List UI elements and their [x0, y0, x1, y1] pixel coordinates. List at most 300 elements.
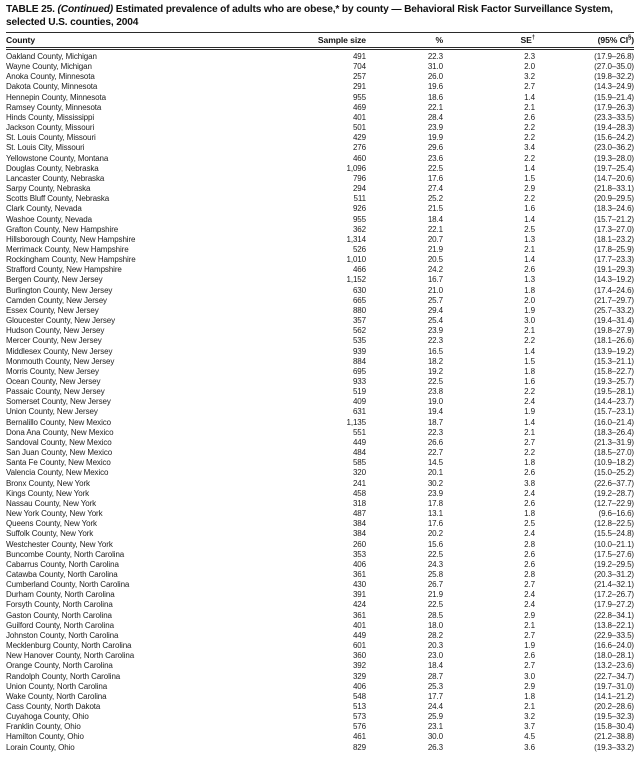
county-cell: Hillsborough County, New Hampshire: [6, 234, 136, 244]
table-row: [6, 275, 634, 285]
percent-cell: 18.4: [427, 214, 443, 224]
se-cell: 2.2: [524, 153, 535, 163]
county-cell: Wayne County, Michigan: [6, 62, 92, 72]
ci-cell: (19.8–32.2): [594, 72, 634, 82]
county-cell: Dakota County, Minnesota: [6, 82, 98, 92]
table-row: [6, 458, 634, 468]
percent-cell: 29.6: [427, 143, 443, 153]
ci-cell: (13.8–22.1): [594, 620, 634, 630]
se-cell: 1.4: [524, 214, 535, 224]
sample-size-cell: 401: [352, 112, 366, 122]
percent-cell: 23.9: [427, 488, 443, 498]
county-cell: Jackson County, Missouri: [6, 123, 95, 133]
table-row: [6, 570, 634, 580]
percent-cell: 18.6: [427, 92, 443, 102]
table-row: [6, 540, 634, 550]
se-cell: 1.8: [524, 691, 535, 701]
ci-cell: (16.0–21.4): [594, 417, 634, 427]
table-row: [6, 265, 634, 275]
table-row: [6, 529, 634, 539]
ci-cell: (17.9–26.8): [594, 52, 634, 61]
ci-cell: (14.3–24.9): [594, 82, 634, 92]
sample-size-cell: 401: [352, 620, 366, 630]
sample-size-cell: 353: [352, 549, 366, 559]
percent-cell: 26.7: [427, 580, 443, 590]
table-row: [6, 489, 634, 499]
percent-cell: 28.5: [427, 610, 443, 620]
sample-size-cell: 829: [352, 742, 366, 752]
percent-cell: 26.6: [427, 437, 443, 447]
ci-cell: (15.9–21.4): [594, 92, 634, 102]
ci-cell: (9.6–16.6): [598, 509, 634, 519]
sample-size-cell: 384: [352, 519, 366, 529]
ci-cell: (20.2–28.6): [594, 702, 634, 711]
table-row: [6, 113, 634, 123]
table-row: [6, 123, 634, 133]
percent-cell: 18.4: [427, 661, 443, 671]
ci-cell: (14.1–21.2): [594, 691, 634, 701]
ci-cell: (15.3–21.1): [594, 356, 634, 366]
county-cell: Gaston County, North Carolina: [6, 610, 112, 620]
percent-cell: 23.0: [427, 651, 443, 661]
ci-cell: (13.2–23.6): [594, 661, 634, 671]
county-cell: Hamilton County, Ohio: [6, 732, 84, 742]
county-cell: Douglas County, Nebraska: [6, 163, 99, 173]
sample-size-cell: 1,135: [346, 417, 366, 427]
se-cell: 2.5: [524, 224, 535, 234]
table-row: [6, 611, 634, 621]
sample-size-cell: 458: [352, 488, 366, 498]
county-cell: Cass County, North Dakota: [6, 702, 101, 711]
table-row: [6, 316, 634, 326]
ci-cell: (21.2–38.8): [594, 732, 634, 742]
sample-size-cell: 361: [352, 610, 366, 620]
prevalence-table: [6, 32, 634, 753]
table-row: [6, 286, 634, 296]
county-cell: Santa Fe County, New Mexico: [6, 458, 111, 468]
se-cell: 2.2: [524, 448, 535, 458]
sample-size-cell: 449: [352, 437, 366, 447]
percent-cell: 22.7: [427, 448, 443, 458]
percent-cell: 22.5: [427, 377, 443, 386]
sample-size-cell: 491: [352, 52, 366, 61]
sample-size-cell: 409: [352, 397, 366, 407]
county-cell: Union County, New Jersey: [6, 407, 98, 417]
percent-cell: 23.9: [427, 123, 443, 133]
county-cell: Gloucester County, New Jersey: [6, 316, 115, 326]
se-cell: 3.6: [524, 742, 535, 752]
se-cell: 1.9: [524, 407, 535, 417]
table-row: [6, 692, 634, 702]
ci-cell: (21.4–32.1): [594, 580, 634, 590]
ci-cell: (17.4–24.6): [594, 285, 634, 295]
col-header-percent: %: [435, 35, 443, 45]
sample-size-cell: 630: [352, 285, 366, 295]
se-cell: 3.2: [524, 72, 535, 82]
county-cell: Sarpy County, Nebraska: [6, 184, 91, 194]
table-row: [6, 580, 634, 590]
table-row: [6, 306, 634, 316]
table-row: [6, 672, 634, 682]
table-row: [6, 407, 634, 417]
table-row: [6, 255, 634, 265]
county-cell: Cabarrus County, North Carolina: [6, 559, 119, 569]
percent-cell: 20.1: [427, 468, 443, 478]
se-cell: 2.6: [524, 559, 535, 569]
se-cell: 1.3: [524, 234, 535, 244]
table-row: [6, 235, 634, 245]
percent-cell: 23.8: [427, 387, 443, 397]
table-row: [6, 296, 634, 306]
ci-cell: (17.9–26.3): [594, 102, 634, 112]
table-row: [6, 621, 634, 631]
county-cell: New Hanover County, North Carolina: [6, 651, 135, 661]
ci-cell: (18.1–26.6): [594, 336, 634, 346]
sample-size-cell: 384: [352, 529, 366, 539]
ci-cell: (19.5–28.1): [594, 387, 634, 397]
ci-cell: (15.7–21.2): [594, 214, 634, 224]
se-cell: 3.0: [524, 671, 535, 681]
sample-size-cell: 429: [352, 133, 366, 143]
percent-cell: 24.3: [427, 559, 443, 569]
county-cell: Cuyahoga County, Ohio: [6, 712, 89, 722]
se-cell: 2.2: [524, 194, 535, 204]
table-row: [6, 509, 634, 519]
ci-cell: (23.3–33.5): [594, 112, 634, 122]
county-cell: Bernalillo County, New Mexico: [6, 417, 111, 427]
ci-cell: (19.2–28.7): [594, 488, 634, 498]
county-cell: Ocean County, New Jersey: [6, 377, 101, 386]
county-cell: St. Louis County, Missouri: [6, 133, 96, 143]
county-cell: Kings County, New York: [6, 488, 90, 498]
sample-size-cell: 535: [352, 336, 366, 346]
sample-size-cell: 551: [352, 427, 366, 437]
se-cell: 2.4: [524, 590, 535, 600]
percent-cell: 24.2: [427, 265, 443, 275]
county-cell: Rockingham County, New Hampshire: [6, 255, 136, 265]
ci-cell: (17.5–27.6): [594, 549, 634, 559]
table-row: [6, 49, 634, 63]
county-cell: Franklin County, Ohio: [6, 722, 81, 732]
sample-size-cell: 926: [352, 204, 366, 214]
sample-size-cell: 1,096: [346, 163, 366, 173]
sample-size-cell: 362: [352, 224, 366, 234]
se-cell: 2.6: [524, 265, 535, 275]
county-cell: Strafford County, New Hampshire: [6, 265, 122, 275]
se-cell: 2.7: [524, 580, 535, 590]
table-row: [6, 702, 634, 712]
county-cell: Merrimack County, New Hampshire: [6, 244, 129, 254]
ci-cell: (15.7–23.1): [594, 407, 634, 417]
table-row: [6, 438, 634, 448]
county-cell: Mecklenburg County, North Carolina: [6, 641, 132, 651]
percent-cell: 22.1: [427, 102, 443, 112]
table-row: [6, 560, 634, 570]
county-cell: Yellowstone County, Montana: [6, 153, 109, 163]
table-row: [6, 103, 634, 113]
percent-cell: 16.5: [427, 346, 443, 356]
se-cell: 1.3: [524, 275, 535, 285]
se-cell: 2.7: [524, 661, 535, 671]
percent-cell: 22.5: [427, 549, 443, 559]
table-row: [6, 184, 634, 194]
sample-size-cell: 257: [352, 72, 366, 82]
county-cell: Passaic County, New Jersey: [6, 387, 105, 397]
table-row: [6, 215, 634, 225]
county-cell: Ramsey County, Minnesota: [6, 102, 102, 112]
ci-cell: (14.3–19.2): [594, 275, 634, 285]
percent-cell: 25.9: [427, 712, 443, 722]
county-cell: Forsyth County, North Carolina: [6, 600, 113, 610]
ci-cell: (15.5–24.8): [594, 529, 634, 539]
table-body: [6, 49, 634, 753]
percent-cell: 21.0: [427, 285, 443, 295]
se-cell: 2.1: [524, 102, 535, 112]
se-cell: 3.2: [524, 712, 535, 722]
table-row: [6, 682, 634, 692]
se-cell: 2.7: [524, 437, 535, 447]
table-row: [6, 631, 634, 641]
ci-cell: (10.0–21.1): [594, 539, 634, 549]
percent-cell: 19.6: [427, 82, 443, 92]
table-row: [6, 62, 634, 72]
table-row: [6, 347, 634, 357]
se-cell: 2.2: [524, 133, 535, 143]
se-cell: 1.8: [524, 509, 535, 519]
table-row: [6, 326, 634, 336]
table-row: [6, 743, 634, 753]
table-row: [6, 336, 634, 346]
se-cell: 1.8: [524, 285, 535, 295]
ci-cell: (21.8–33.1): [594, 184, 634, 194]
percent-cell: 21.9: [427, 590, 443, 600]
col-header-sample-size: Sample size: [317, 35, 366, 45]
county-cell: Cumberland County, North Carolina: [6, 580, 130, 590]
sample-size-cell: 573: [352, 712, 366, 722]
ci-cell: (19.2–29.5): [594, 559, 634, 569]
percent-cell: 22.5: [427, 163, 443, 173]
se-cell: 3.8: [524, 478, 535, 488]
sample-size-cell: 631: [352, 407, 366, 417]
sample-size-cell: 461: [352, 732, 366, 742]
col-header-se: SE†: [520, 35, 535, 45]
percent-cell: 25.7: [427, 295, 443, 305]
percent-cell: 25.3: [427, 681, 443, 691]
percent-cell: 21.5: [427, 204, 443, 214]
sample-size-cell: 501: [352, 123, 366, 133]
percent-cell: 13.1: [427, 509, 443, 519]
se-cell: 2.1: [524, 427, 535, 437]
se-cell: 2.3: [524, 52, 535, 61]
ci-cell: (19.5–32.3): [594, 712, 634, 722]
ci-cell: (15.8–30.4): [594, 722, 634, 732]
table-row: [6, 651, 634, 661]
se-cell: 2.2: [524, 123, 535, 133]
percent-cell: 27.4: [427, 184, 443, 194]
percent-cell: 29.4: [427, 305, 443, 315]
table-row: [6, 164, 634, 174]
county-cell: Bergen County, New Jersey: [6, 275, 103, 285]
table-row: [6, 133, 634, 143]
county-cell: New York County, New York: [6, 509, 103, 519]
table-row: [6, 225, 634, 235]
sample-size-cell: 294: [352, 184, 366, 194]
table-row: [6, 479, 634, 489]
se-cell: 2.2: [524, 387, 535, 397]
ci-cell: (25.7–33.2): [594, 305, 634, 315]
se-cell: 1.5: [524, 173, 535, 183]
ci-cell: (22.6–37.7): [594, 478, 634, 488]
se-cell: 2.7: [524, 82, 535, 92]
percent-cell: 19.9: [427, 133, 443, 143]
table-row: [6, 600, 634, 610]
sample-size-cell: 939: [352, 346, 366, 356]
se-cell: 1.6: [524, 204, 535, 214]
ci-cell: (17.2–26.7): [594, 590, 634, 600]
sample-size-cell: 484: [352, 448, 366, 458]
county-cell: Westchester County, New York: [6, 539, 113, 549]
percent-cell: 14.5: [427, 458, 443, 468]
table-row: [6, 428, 634, 438]
sample-size-cell: 360: [352, 651, 366, 661]
percent-cell: 25.2: [427, 194, 443, 204]
ci-cell: (14.4–23.7): [594, 397, 634, 407]
sample-size-cell: 1,152: [346, 275, 366, 285]
table-title-prefix: TABLE 25.: [6, 4, 55, 15]
se-cell: 2.9: [524, 184, 535, 194]
se-cell: 2.0: [524, 62, 535, 72]
ci-cell: (15.0–25.2): [594, 468, 634, 478]
se-cell: 3.0: [524, 316, 535, 326]
se-cell: 1.6: [524, 377, 535, 386]
county-cell: Hennepin County, Minnesota: [6, 92, 106, 102]
ci-cell: (21.7–29.7): [594, 295, 634, 305]
sample-size-cell: 291: [352, 82, 366, 92]
percent-cell: 18.2: [427, 356, 443, 366]
percent-cell: 28.2: [427, 630, 443, 640]
table-header: [6, 33, 634, 49]
ci-cell: (17.9–27.2): [594, 600, 634, 610]
percent-cell: 21.9: [427, 244, 443, 254]
se-cell: 2.6: [524, 549, 535, 559]
percent-cell: 24.4: [427, 702, 443, 711]
table-row: [6, 661, 634, 671]
se-cell: 2.6: [524, 112, 535, 122]
table-row: [6, 397, 634, 407]
ci-cell: (18.3–24.6): [594, 204, 634, 214]
se-cell: 1.5: [524, 356, 535, 366]
county-cell: Anoka County, Minnesota: [6, 72, 95, 82]
se-cell: 1.4: [524, 417, 535, 427]
county-cell: Oakland County, Michigan: [6, 52, 97, 61]
se-cell: 2.4: [524, 600, 535, 610]
sample-size-cell: 406: [352, 559, 366, 569]
percent-cell: 17.8: [427, 498, 443, 508]
table-row: [6, 357, 634, 367]
table-row: [6, 194, 634, 204]
table-row: [6, 418, 634, 428]
ci-cell: (13.9–19.2): [594, 346, 634, 356]
ci-cell: (18.1–23.2): [594, 234, 634, 244]
se-cell: 2.8: [524, 569, 535, 579]
sample-size-cell: 511: [353, 194, 366, 204]
se-cell: 2.1: [524, 326, 535, 336]
percent-cell: 20.5: [427, 255, 443, 265]
se-cell: 2.9: [524, 610, 535, 620]
table-row: [6, 499, 634, 509]
table-row: [6, 174, 634, 184]
sample-size-cell: 1,314: [346, 234, 366, 244]
se-cell: 2.4: [524, 529, 535, 539]
percent-cell: 28.4: [427, 112, 443, 122]
county-cell: Orange County, North Carolina: [6, 661, 113, 671]
percent-cell: 19.2: [427, 366, 443, 376]
table-row: [6, 82, 634, 92]
ci-cell: (17.8–25.9): [594, 244, 634, 254]
percent-cell: 19.4: [427, 407, 443, 417]
ci-cell: (10.9–18.2): [594, 458, 634, 468]
county-cell: Hinds County, Mississippi: [6, 112, 95, 122]
ci-cell: (22.9–33.5): [594, 630, 634, 640]
ci-cell: (19.7–31.0): [594, 681, 634, 691]
sample-size-cell: 933: [352, 377, 366, 386]
sample-size-cell: 519: [352, 387, 366, 397]
county-cell: San Juan County, New Mexico: [6, 448, 113, 458]
percent-cell: 18.7: [427, 417, 443, 427]
sample-size-cell: 796: [352, 173, 366, 183]
county-cell: Durham County, North Carolina: [6, 590, 115, 600]
sample-size-cell: 562: [352, 326, 366, 336]
county-cell: Suffolk County, New York: [6, 529, 94, 539]
county-cell: St. Louis City, Missouri: [6, 143, 85, 153]
table-row: [6, 550, 634, 560]
percent-cell: 30.2: [427, 478, 443, 488]
county-cell: Scotts Bluff County, Nebraska: [6, 194, 110, 204]
table-row: [6, 387, 634, 397]
county-cell: Clark County, Nevada: [6, 204, 82, 214]
se-cell: 1.4: [524, 346, 535, 356]
sample-size-cell: 466: [352, 265, 366, 275]
se-cell: 2.1: [524, 702, 535, 711]
se-cell: 3.4: [524, 143, 535, 153]
ci-cell: (20.9–29.5): [594, 194, 634, 204]
percent-cell: 22.3: [427, 52, 443, 61]
ci-cell: (12.7–22.9): [594, 498, 634, 508]
ci-cell: (14.7–20.6): [594, 173, 634, 183]
ci-cell: (15.8–22.7): [594, 366, 634, 376]
table-title-continued: (Continued): [57, 4, 114, 15]
county-cell: Burlington County, New Jersey: [6, 285, 113, 295]
table-row: [6, 641, 634, 651]
ci-cell: (18.5–27.0): [594, 448, 634, 458]
ci-cell: (17.3–27.0): [594, 224, 634, 234]
se-cell: 2.5: [524, 519, 535, 529]
percent-cell: 26.3: [427, 742, 443, 752]
sample-size-cell: 1,010: [346, 255, 366, 265]
county-cell: Camden County, New Jersey: [6, 295, 107, 305]
sample-size-cell: 449: [352, 630, 366, 640]
se-cell: 2.6: [524, 651, 535, 661]
ci-cell: (16.6–24.0): [594, 641, 634, 651]
percent-cell: 17.7: [427, 691, 443, 701]
sample-size-cell: 260: [352, 539, 366, 549]
sample-size-cell: 460: [352, 153, 366, 163]
section-footnote-mark: §: [627, 35, 632, 42]
ci-cell: (18.3–26.4): [594, 427, 634, 437]
col-header-ci: (95% CI§): [597, 35, 634, 45]
se-cell: 4.5: [524, 732, 535, 742]
percent-cell: 23.6: [427, 153, 443, 163]
